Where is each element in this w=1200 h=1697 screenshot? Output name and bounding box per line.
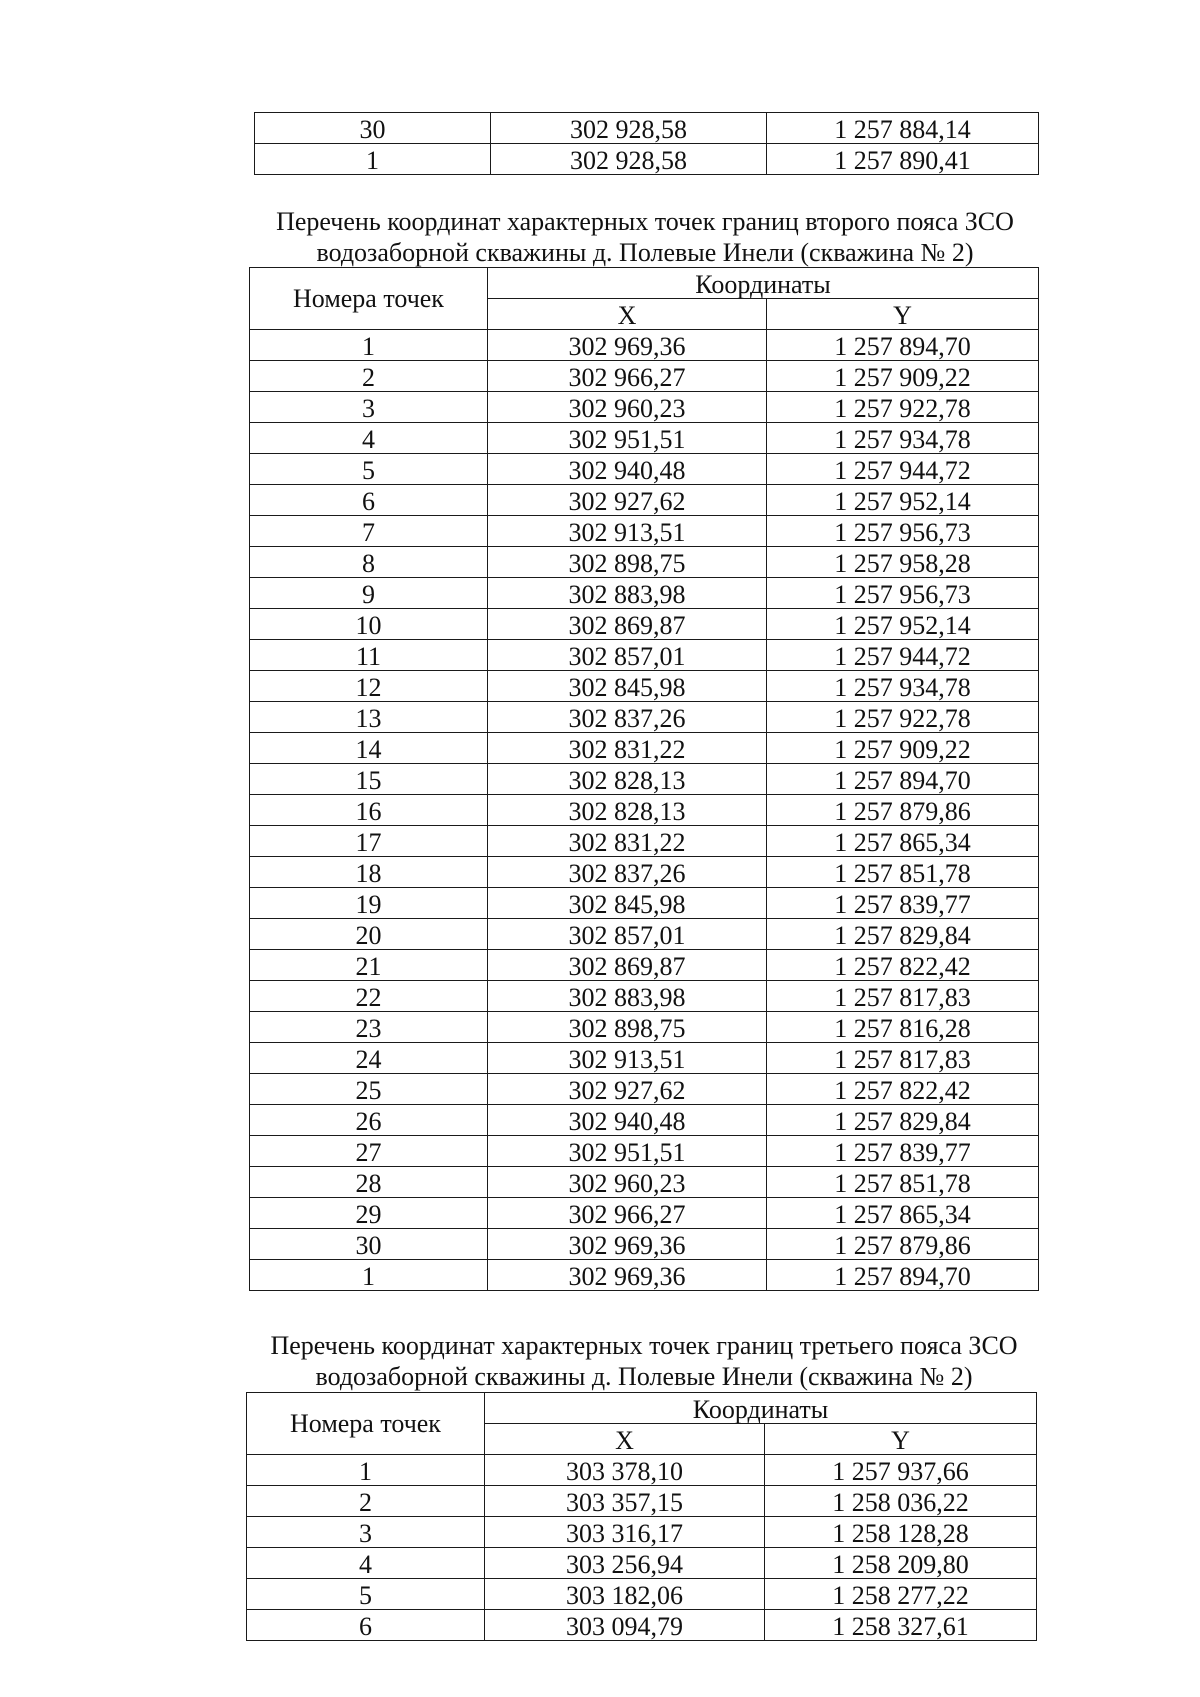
x-coordinate-cell: 302 869,87	[488, 950, 767, 981]
y-coordinate-cell: 1 257 934,78	[767, 671, 1039, 702]
point-number-cell: 1	[247, 1455, 485, 1486]
table-row	[250, 671, 1039, 702]
y-coordinate-cell: 1 257 851,78	[767, 1167, 1039, 1198]
section2-caption	[125, 206, 1165, 268]
x-coordinate-cell: 303 316,17	[485, 1517, 765, 1548]
table-row	[250, 454, 1039, 485]
x-coordinate-cell: 302 837,26	[488, 857, 767, 888]
x-coordinate-cell: 302 960,23	[488, 392, 767, 423]
y-coordinate-cell: 1 257 890,41	[767, 144, 1039, 175]
point-number-cell: 11	[250, 640, 488, 671]
table-row	[250, 578, 1039, 609]
point-number-cell: 27	[250, 1136, 488, 1167]
coords-table-body	[250, 330, 1039, 1291]
y-coordinate-cell: 1 257 879,86	[767, 1229, 1039, 1260]
table-row	[250, 1043, 1039, 1074]
table-row	[247, 1455, 1037, 1486]
point-number-cell: 29	[250, 1198, 488, 1229]
table-row	[250, 1167, 1039, 1198]
x-coordinate-cell: 302 898,75	[488, 1012, 767, 1043]
section3-caption-line2: водозаборной скважины д. Полевые Инели (скважина № 2)	[315, 1362, 973, 1391]
point-number-cell: 12	[250, 671, 488, 702]
table-row	[250, 1136, 1039, 1167]
x-coordinate-cell: 303 182,06	[485, 1579, 765, 1610]
x-coordinate-cell: 302 969,36	[488, 1229, 767, 1260]
table-row	[250, 1229, 1039, 1260]
x-coordinate-cell: 302 831,22	[488, 733, 767, 764]
point-number-cell: 22	[250, 981, 488, 1012]
point-number-cell: 26	[250, 1105, 488, 1136]
coords-table-continuation	[254, 112, 1039, 175]
point-number-cell: 28	[250, 1167, 488, 1198]
header-coordinates: Координаты	[488, 268, 1039, 299]
y-coordinate-cell: 1 257 839,77	[767, 888, 1039, 919]
section2-caption-line1: Перечень координат характерных точек границ второго пояса ЗСО	[276, 207, 1014, 236]
x-coordinate-cell: 302 940,48	[488, 1105, 767, 1136]
header-y: Y	[765, 1424, 1037, 1455]
table-row	[247, 1548, 1037, 1579]
y-coordinate-cell: 1 257 894,70	[767, 764, 1039, 795]
table-row	[247, 1579, 1037, 1610]
x-coordinate-cell: 302 966,27	[488, 361, 767, 392]
table-row	[250, 826, 1039, 857]
x-coordinate-cell: 302 845,98	[488, 671, 767, 702]
x-coordinate-cell: 302 857,01	[488, 919, 767, 950]
x-coordinate-cell: 302 883,98	[488, 981, 767, 1012]
table-row	[250, 733, 1039, 764]
table-row	[250, 1074, 1039, 1105]
y-coordinate-cell: 1 258 128,28	[765, 1517, 1037, 1548]
x-coordinate-cell: 302 969,36	[488, 1260, 767, 1291]
y-coordinate-cell: 1 257 822,42	[767, 1074, 1039, 1105]
x-coordinate-cell: 302 928,58	[491, 144, 767, 175]
table-row	[250, 640, 1039, 671]
y-coordinate-cell: 1 258 209,80	[765, 1548, 1037, 1579]
point-number-cell: 17	[250, 826, 488, 857]
point-number-cell: 9	[250, 578, 488, 609]
x-coordinate-cell: 303 378,10	[485, 1455, 765, 1486]
header-x: X	[488, 299, 767, 330]
y-coordinate-cell: 1 257 909,22	[767, 733, 1039, 764]
x-coordinate-cell: 302 828,13	[488, 764, 767, 795]
y-coordinate-cell: 1 257 956,73	[767, 578, 1039, 609]
section3-caption-line1: Перечень координат характерных точек границ третьего пояса ЗСО	[270, 1331, 1018, 1360]
y-coordinate-cell: 1 257 879,86	[767, 795, 1039, 826]
y-coordinate-cell: 1 257 958,28	[767, 547, 1039, 578]
point-number-cell: 24	[250, 1043, 488, 1074]
y-coordinate-cell: 1 257 829,84	[767, 1105, 1039, 1136]
header-x: X	[485, 1424, 765, 1455]
y-coordinate-cell: 1 257 922,78	[767, 392, 1039, 423]
header-point-numbers: Номера точек	[247, 1393, 485, 1455]
table-row	[250, 950, 1039, 981]
y-coordinate-cell: 1 257 944,72	[767, 640, 1039, 671]
y-coordinate-cell: 1 257 922,78	[767, 702, 1039, 733]
section3-caption	[124, 1330, 1164, 1392]
y-coordinate-cell: 1 257 822,42	[767, 950, 1039, 981]
x-coordinate-cell: 302 951,51	[488, 1136, 767, 1167]
point-number-cell: 5	[247, 1579, 485, 1610]
point-number-cell: 21	[250, 950, 488, 981]
x-coordinate-cell: 302 927,62	[488, 485, 767, 516]
x-coordinate-cell: 302 857,01	[488, 640, 767, 671]
y-coordinate-cell: 1 257 894,70	[767, 1260, 1039, 1291]
header-point-numbers: Номера точек	[250, 268, 488, 330]
point-number-cell: 10	[250, 609, 488, 640]
x-coordinate-cell: 302 831,22	[488, 826, 767, 857]
coords-table-third-belt	[246, 1392, 1037, 1641]
x-coordinate-cell: 302 913,51	[488, 1043, 767, 1074]
header-coordinates: Координаты	[485, 1393, 1037, 1424]
x-coordinate-cell: 302 928,58	[491, 113, 767, 144]
y-coordinate-cell: 1 257 816,28	[767, 1012, 1039, 1043]
point-number-cell: 3	[247, 1517, 485, 1548]
y-coordinate-cell: 1 258 277,22	[765, 1579, 1037, 1610]
x-coordinate-cell: 302 883,98	[488, 578, 767, 609]
x-coordinate-cell: 302 913,51	[488, 516, 767, 547]
table-row	[250, 485, 1039, 516]
point-number-cell: 2	[247, 1486, 485, 1517]
y-coordinate-cell: 1 257 817,83	[767, 1043, 1039, 1074]
table-row	[255, 144, 1039, 175]
point-number-cell: 1	[255, 144, 491, 175]
table-row	[250, 981, 1039, 1012]
x-coordinate-cell: 302 966,27	[488, 1198, 767, 1229]
y-coordinate-cell: 1 257 839,77	[767, 1136, 1039, 1167]
point-number-cell: 23	[250, 1012, 488, 1043]
point-number-cell: 5	[250, 454, 488, 485]
point-number-cell: 4	[250, 423, 488, 454]
table-row	[250, 361, 1039, 392]
table-row	[250, 609, 1039, 640]
table-row	[250, 702, 1039, 733]
point-number-cell: 6	[250, 485, 488, 516]
y-coordinate-cell: 1 257 956,73	[767, 516, 1039, 547]
point-number-cell: 30	[250, 1229, 488, 1260]
table-row	[250, 795, 1039, 826]
point-number-cell: 8	[250, 547, 488, 578]
x-coordinate-cell: 302 828,13	[488, 795, 767, 826]
x-coordinate-cell: 302 951,51	[488, 423, 767, 454]
header-y: Y	[767, 299, 1039, 330]
x-coordinate-cell: 302 927,62	[488, 1074, 767, 1105]
table-row	[250, 764, 1039, 795]
x-coordinate-cell: 302 960,23	[488, 1167, 767, 1198]
point-number-cell: 30	[255, 113, 491, 144]
point-number-cell: 3	[250, 392, 488, 423]
table-row	[250, 1012, 1039, 1043]
x-coordinate-cell: 303 256,94	[485, 1548, 765, 1579]
x-coordinate-cell: 303 094,79	[485, 1610, 765, 1641]
point-number-cell: 16	[250, 795, 488, 826]
y-coordinate-cell: 1 257 884,14	[767, 113, 1039, 144]
point-number-cell: 20	[250, 919, 488, 950]
point-number-cell: 1	[250, 330, 488, 361]
coords-table-second-belt	[249, 267, 1039, 1291]
x-coordinate-cell: 303 357,15	[485, 1486, 765, 1517]
point-number-cell: 6	[247, 1610, 485, 1641]
x-coordinate-cell: 302 898,75	[488, 547, 767, 578]
point-number-cell: 2	[250, 361, 488, 392]
table-row	[250, 423, 1039, 454]
table-row	[247, 1610, 1037, 1641]
y-coordinate-cell: 1 257 944,72	[767, 454, 1039, 485]
table-row	[250, 888, 1039, 919]
y-coordinate-cell: 1 257 865,34	[767, 826, 1039, 857]
y-coordinate-cell: 1 257 934,78	[767, 423, 1039, 454]
y-coordinate-cell: 1 257 817,83	[767, 981, 1039, 1012]
table-row	[250, 1105, 1039, 1136]
table-row	[250, 857, 1039, 888]
table-row	[250, 919, 1039, 950]
point-number-cell: 14	[250, 733, 488, 764]
table-row	[250, 392, 1039, 423]
point-number-cell: 4	[247, 1548, 485, 1579]
x-coordinate-cell: 302 940,48	[488, 454, 767, 485]
point-number-cell: 25	[250, 1074, 488, 1105]
table-row	[250, 1260, 1039, 1291]
x-coordinate-cell: 302 845,98	[488, 888, 767, 919]
y-coordinate-cell: 1 257 851,78	[767, 857, 1039, 888]
coords-table-body	[247, 1455, 1037, 1641]
point-number-cell: 15	[250, 764, 488, 795]
point-number-cell: 13	[250, 702, 488, 733]
point-number-cell: 18	[250, 857, 488, 888]
table-row	[250, 547, 1039, 578]
y-coordinate-cell: 1 257 937,66	[765, 1455, 1037, 1486]
x-coordinate-cell: 302 969,36	[488, 330, 767, 361]
table-row	[255, 113, 1039, 144]
table-row	[250, 1198, 1039, 1229]
y-coordinate-cell: 1 257 865,34	[767, 1198, 1039, 1229]
point-number-cell: 1	[250, 1260, 488, 1291]
y-coordinate-cell: 1 257 952,14	[767, 609, 1039, 640]
y-coordinate-cell: 1 257 952,14	[767, 485, 1039, 516]
point-number-cell: 19	[250, 888, 488, 919]
table-row	[247, 1486, 1037, 1517]
y-coordinate-cell: 1 257 894,70	[767, 330, 1039, 361]
y-coordinate-cell: 1 258 036,22	[765, 1486, 1037, 1517]
table-row	[250, 330, 1039, 361]
x-coordinate-cell: 302 869,87	[488, 609, 767, 640]
section2-caption-line2: водозаборной скважины д. Полевые Инели (скважина № 2)	[316, 238, 974, 267]
x-coordinate-cell: 302 837,26	[488, 702, 767, 733]
coords-table-body	[255, 113, 1039, 175]
point-number-cell: 7	[250, 516, 488, 547]
y-coordinate-cell: 1 257 909,22	[767, 361, 1039, 392]
table-row	[247, 1517, 1037, 1548]
y-coordinate-cell: 1 258 327,61	[765, 1610, 1037, 1641]
table-row	[250, 516, 1039, 547]
y-coordinate-cell: 1 257 829,84	[767, 919, 1039, 950]
